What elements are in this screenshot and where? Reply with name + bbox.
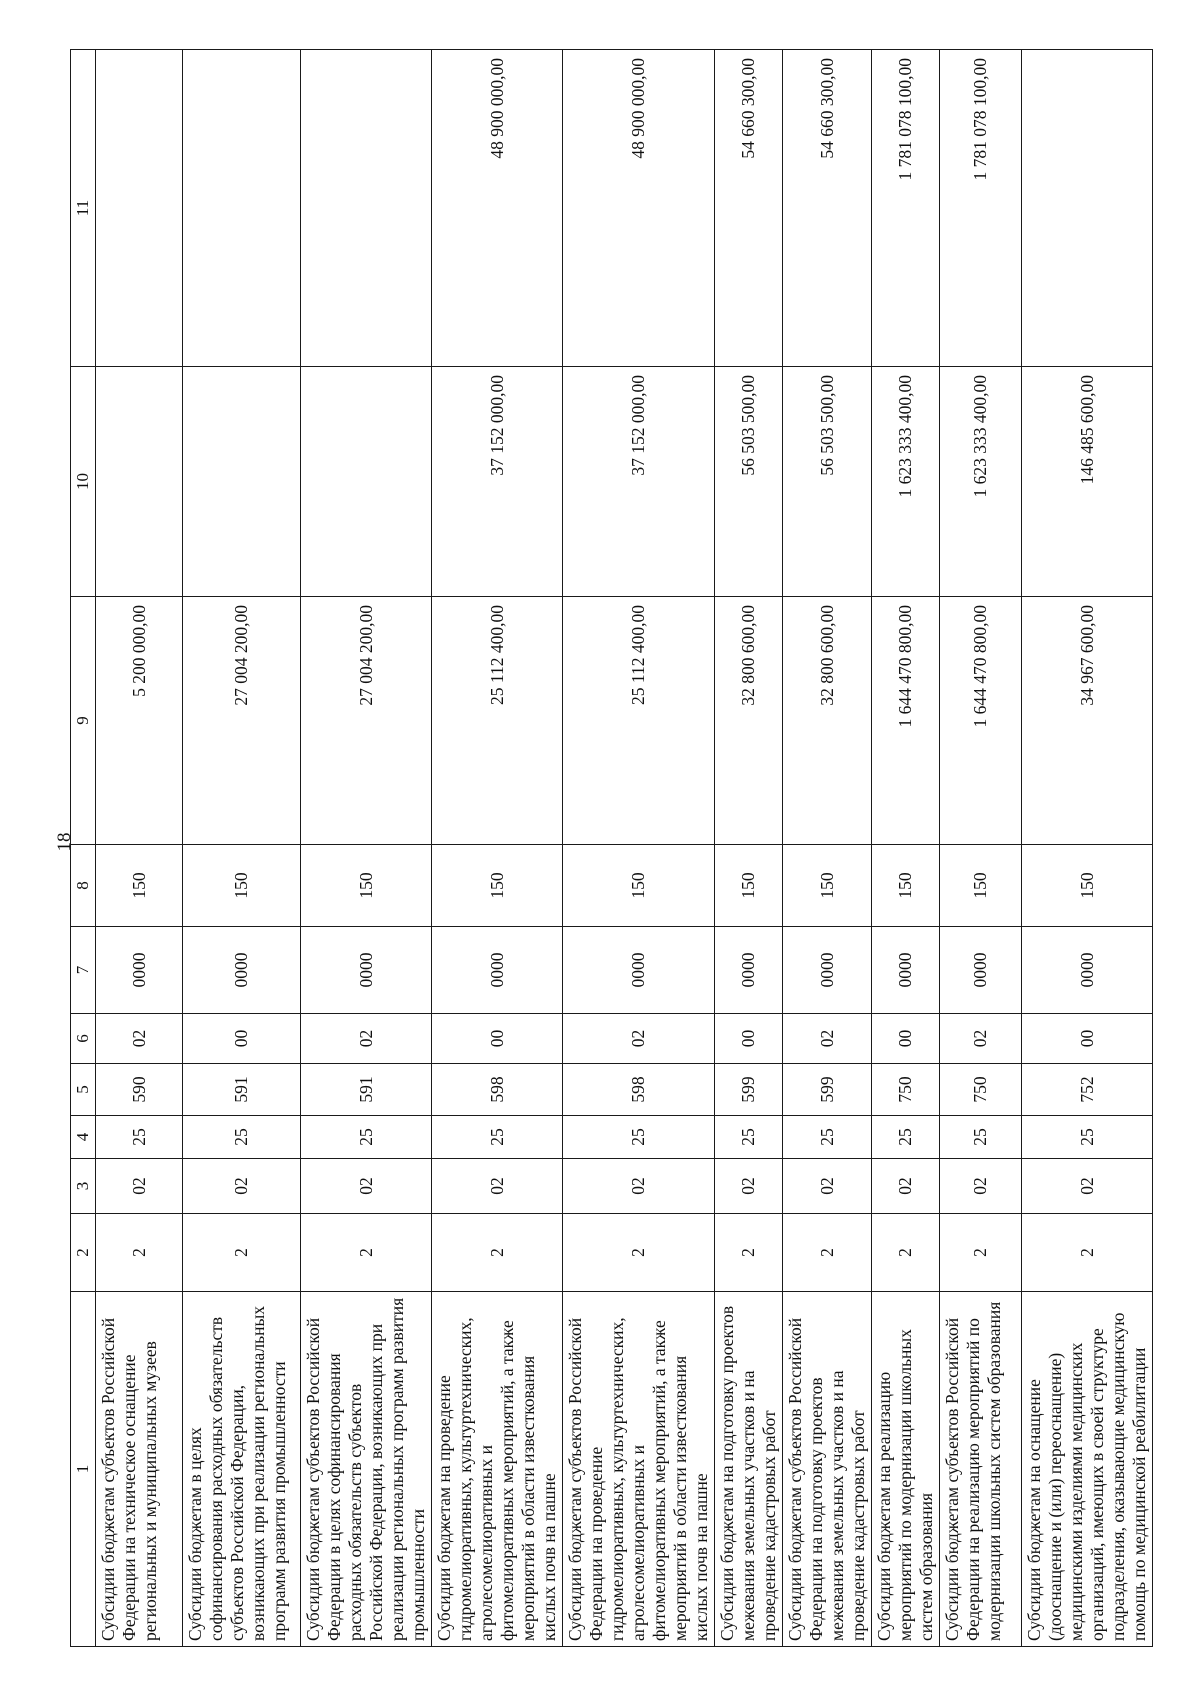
header-cell-9: 9 [71, 597, 96, 845]
row-cell-col-6: 02 [563, 1014, 715, 1064]
row-cell-col-6: 02 [96, 1014, 183, 1064]
header-cell-4: 4 [71, 1116, 96, 1159]
row-cell-col-5: 750 [872, 1064, 940, 1116]
row-cell-col-9: 32 800 600,00 [715, 597, 783, 845]
table-row [872, 50, 940, 1647]
row-cell-col-4: 25 [432, 1116, 563, 1159]
row-cell-col-3: 02 [432, 1159, 563, 1214]
row-cell-col-6: 00 [432, 1014, 563, 1064]
row-cell-col-8: 150 [96, 845, 183, 927]
row-cell-col-11: 48 900 000,00 [432, 50, 563, 367]
header-cell-5: 5 [71, 1064, 96, 1116]
row-cell-col-8: 150 [783, 845, 872, 927]
row-cell-col-10 [96, 367, 183, 597]
row-cell-col-2: 2 [872, 1214, 940, 1292]
row-cell-col-4: 25 [563, 1116, 715, 1159]
row-description-cell: Субсидии бюджетам на реализацию мероприятий по модернизации школьных систем образования [872, 1292, 940, 1647]
row-cell-col-10 [183, 367, 301, 597]
row-cell-col-3: 02 [301, 1159, 432, 1214]
table-row [1022, 50, 1153, 1647]
row-cell-col-6: 02 [940, 1014, 1022, 1064]
table-row [715, 50, 783, 1647]
table-row [96, 50, 183, 1647]
row-description-cell: Субсидии бюджетам субъектов Российской Федерации в целях софинансирования расходных обязательств субъектов Российской Федерации, возникающих при реализации региональных программ развития промышленности [301, 1292, 432, 1647]
row-cell-col-8: 150 [432, 845, 563, 927]
row-description-cell: Субсидии бюджетам на проведение гидромелиоративных, культуртехнических, агролесомелиоративных и фитомелиоративных мероприятий, а также мероприятий в области известкования кислых почв на пашне [432, 1292, 563, 1647]
table-row [183, 50, 301, 1647]
row-cell-col-10: 146 485 600,00 [1022, 367, 1153, 597]
row-cell-col-11 [1022, 50, 1153, 367]
row-description-cell: Субсидии бюджетам субъектов Российской Федерации на реализацию мероприятий по модернизации школьных систем образования [940, 1292, 1022, 1647]
row-cell-col-9: 34 967 600,00 [1022, 597, 1153, 845]
row-cell-col-9: 5 200 000,00 [96, 597, 183, 845]
table-body [96, 50, 1153, 1647]
row-cell-col-4: 25 [301, 1116, 432, 1159]
header-cell-10: 10 [71, 367, 96, 597]
row-cell-col-10: 37 152 000,00 [432, 367, 563, 597]
header-cell-11: 11 [71, 50, 96, 367]
row-cell-col-2: 2 [563, 1214, 715, 1292]
row-cell-col-5: 591 [301, 1064, 432, 1116]
row-cell-col-9: 25 112 400,00 [563, 597, 715, 845]
row-cell-col-8: 150 [1022, 845, 1153, 927]
row-cell-col-4: 25 [783, 1116, 872, 1159]
row-cell-col-11: 1 781 078 100,00 [872, 50, 940, 367]
header-cell-2: 2 [71, 1214, 96, 1292]
row-cell-col-7: 0000 [563, 927, 715, 1014]
row-cell-col-11 [183, 50, 301, 367]
row-cell-col-7: 0000 [940, 927, 1022, 1014]
row-cell-col-5: 598 [563, 1064, 715, 1116]
row-cell-col-6: 02 [783, 1014, 872, 1064]
row-cell-col-11: 1 781 078 100,00 [940, 50, 1022, 367]
row-cell-col-7: 0000 [872, 927, 940, 1014]
budget-table [70, 49, 1153, 1647]
row-cell-col-5: 591 [183, 1064, 301, 1116]
row-description-cell: Субсидии бюджетам субъектов Российской Федерации на техническое оснащение региональных и муниципальных музеев [96, 1292, 183, 1647]
row-cell-col-7: 0000 [1022, 927, 1153, 1014]
row-cell-col-4: 25 [940, 1116, 1022, 1159]
row-cell-col-2: 2 [96, 1214, 183, 1292]
row-cell-col-3: 02 [872, 1159, 940, 1214]
row-cell-col-9: 25 112 400,00 [432, 597, 563, 845]
row-cell-col-9: 27 004 200,00 [183, 597, 301, 845]
row-cell-col-4: 25 [1022, 1116, 1153, 1159]
row-cell-col-3: 02 [940, 1159, 1022, 1214]
row-cell-col-5: 598 [432, 1064, 563, 1116]
row-cell-col-8: 150 [563, 845, 715, 927]
row-cell-col-5: 599 [783, 1064, 872, 1116]
row-cell-col-8: 150 [872, 845, 940, 927]
row-cell-col-3: 02 [96, 1159, 183, 1214]
header-cell-8: 8 [71, 845, 96, 927]
row-cell-col-2: 2 [940, 1214, 1022, 1292]
table-row [563, 50, 715, 1647]
row-cell-col-9: 27 004 200,00 [301, 597, 432, 845]
row-cell-col-10: 56 503 500,00 [783, 367, 872, 597]
header-cell-1: 1 [71, 1292, 96, 1647]
row-cell-col-10 [301, 367, 432, 597]
row-cell-col-9: 1 644 470 800,00 [872, 597, 940, 845]
row-cell-col-6: 00 [872, 1014, 940, 1064]
row-cell-col-11 [96, 50, 183, 367]
row-cell-col-11: 54 660 300,00 [715, 50, 783, 367]
rotated-table-container [70, 50, 1149, 1647]
row-cell-col-4: 25 [96, 1116, 183, 1159]
row-cell-col-6: 00 [1022, 1014, 1153, 1064]
row-cell-col-4: 25 [183, 1116, 301, 1159]
table-header [71, 50, 96, 1647]
row-cell-col-9: 1 644 470 800,00 [940, 597, 1022, 845]
row-cell-col-7: 0000 [783, 927, 872, 1014]
row-cell-col-6: 02 [301, 1014, 432, 1064]
table-row [301, 50, 432, 1647]
row-cell-col-5: 750 [940, 1064, 1022, 1116]
row-description-cell: Субсидии бюджетам субъектов Российской Федерации на проведение гидромелиоративных, культуртехнических, агролесомелиоративных и фитомелиоративных мероприятий, а также мероприятий в области известкования кислых почв на пашне [563, 1292, 715, 1647]
row-cell-col-2: 2 [432, 1214, 563, 1292]
row-cell-col-2: 2 [715, 1214, 783, 1292]
row-cell-col-11 [301, 50, 432, 367]
row-cell-col-5: 599 [715, 1064, 783, 1116]
row-cell-col-8: 150 [940, 845, 1022, 927]
row-description-cell: Субсидии бюджетам на подготовку проектов межевания земельных участков и на проведение кадастровых работ [715, 1292, 783, 1647]
row-cell-col-7: 0000 [301, 927, 432, 1014]
row-cell-col-2: 2 [183, 1214, 301, 1292]
row-cell-col-2: 2 [1022, 1214, 1153, 1292]
header-cell-3: 3 [71, 1159, 96, 1214]
header-cell-7: 7 [71, 927, 96, 1014]
row-cell-col-9: 32 800 600,00 [783, 597, 872, 845]
row-cell-col-2: 2 [301, 1214, 432, 1292]
row-cell-col-7: 0000 [96, 927, 183, 1014]
row-cell-col-3: 02 [563, 1159, 715, 1214]
page-number: 18 [54, 832, 75, 852]
row-cell-col-5: 590 [96, 1064, 183, 1116]
row-cell-col-8: 150 [301, 845, 432, 927]
table-row [940, 50, 1022, 1647]
row-cell-col-2: 2 [783, 1214, 872, 1292]
row-description-cell: Субсидии бюджетам в целях софинансирования расходных обязательств субъектов Российской Федерации, возникающих при реализации региональных программ развития промышленности [183, 1292, 301, 1647]
row-cell-col-7: 0000 [715, 927, 783, 1014]
header-cell-6: 6 [71, 1014, 96, 1064]
row-cell-col-10: 1 623 333 400,00 [940, 367, 1022, 597]
row-cell-col-3: 02 [715, 1159, 783, 1214]
row-cell-col-6: 00 [715, 1014, 783, 1064]
row-cell-col-7: 0000 [432, 927, 563, 1014]
row-description-cell: Субсидии бюджетам субъектов Российской Федерации на подготовку проектов межевания земельных участков и на проведение кадастровых работ [783, 1292, 872, 1647]
row-cell-col-3: 02 [783, 1159, 872, 1214]
row-cell-col-10: 56 503 500,00 [715, 367, 783, 597]
row-cell-col-6: 00 [183, 1014, 301, 1064]
table-row [432, 50, 563, 1647]
row-cell-col-3: 02 [1022, 1159, 1153, 1214]
row-cell-col-11: 48 900 000,00 [563, 50, 715, 367]
row-description-cell: Субсидии бюджетам на оснащение (дооснащение и (или) переоснащение) медицинскими изделиями медицинских организаций, имеющих в своей структуре подразделения, оказывающие медицинскую помощь по медицинской реабилитации [1022, 1292, 1153, 1647]
row-cell-col-4: 25 [872, 1116, 940, 1159]
row-cell-col-7: 0000 [183, 927, 301, 1014]
row-cell-col-11: 54 660 300,00 [783, 50, 872, 367]
table-row [783, 50, 872, 1647]
header-row [71, 50, 96, 1647]
row-cell-col-4: 25 [715, 1116, 783, 1159]
row-cell-col-10: 1 623 333 400,00 [872, 367, 940, 597]
row-cell-col-10: 37 152 000,00 [563, 367, 715, 597]
row-cell-col-8: 150 [183, 845, 301, 927]
row-cell-col-3: 02 [183, 1159, 301, 1214]
row-cell-col-5: 752 [1022, 1064, 1153, 1116]
row-cell-col-8: 150 [715, 845, 783, 927]
